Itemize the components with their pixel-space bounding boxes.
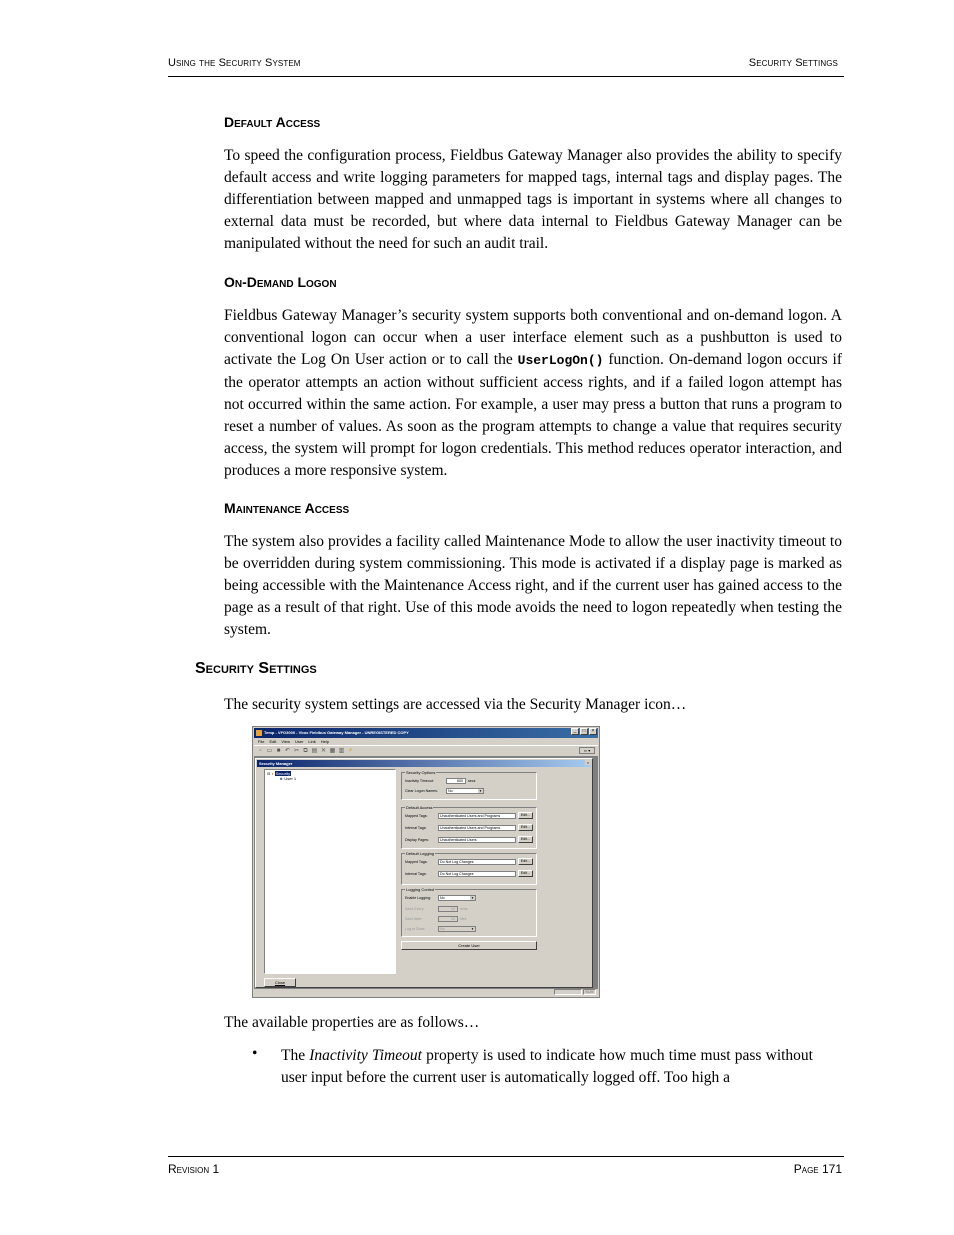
- enable-logging-value: No: [440, 896, 445, 900]
- create-user-button[interactable]: Create User: [401, 941, 537, 950]
- app-title: Temp - VFG3000 - Vbox Fieldbus Gateway Manager - UNREGISTERED COPY: [264, 730, 409, 735]
- access-internal-field: Unauthenticated Users and Programs: [438, 825, 516, 831]
- expand-icon[interactable]: ⊟: [267, 771, 271, 776]
- default-logging-group: [401, 853, 537, 885]
- default-access-heading: Default Access: [224, 114, 321, 130]
- chevron-down-icon[interactable]: ▼: [471, 896, 474, 900]
- child-close-button[interactable]: ×: [586, 760, 590, 765]
- security-settings-heading: Security Settings: [195, 660, 317, 677]
- lightning-icon[interactable]: ⚡: [348, 747, 353, 754]
- on-demand-heading: On-Demand Logon: [224, 274, 337, 290]
- inactivity-timeout-term: Inactivity Timeout: [309, 1047, 422, 1064]
- logging-mapped-label: Mapped Tags:: [405, 860, 428, 864]
- child-title: Security Manager: [257, 760, 591, 767]
- logging-internal-field: Do Not Log Changes: [438, 871, 516, 877]
- status-panel-num: NUM: [583, 989, 596, 995]
- status-panel-1: [554, 989, 582, 995]
- delete-icon[interactable]: ✕: [320, 747, 327, 754]
- app-icon: [256, 730, 262, 736]
- logging-control-group: [401, 889, 537, 937]
- inactivity-timeout-label: Inactivity Timeout:: [405, 779, 434, 783]
- bullet-text-1: The: [281, 1047, 310, 1064]
- default-logging-label: Default Logging: [406, 851, 435, 856]
- access-mapped-label: Mapped Tags:: [405, 814, 428, 818]
- minimize-button[interactable]: _: [571, 728, 579, 735]
- menu-edit[interactable]: Edit: [269, 739, 277, 744]
- grid-icon[interactable]: ▦: [329, 747, 336, 754]
- chevron-down-icon[interactable]: ▼: [479, 789, 482, 793]
- logging-control-label: Logging Control: [406, 887, 435, 892]
- toolbar: [254, 745, 598, 757]
- menu-help[interactable]: Help: [320, 739, 329, 744]
- inactivity-timeout-unit: secs: [468, 779, 476, 783]
- enable-logging-select[interactable]: [438, 895, 476, 901]
- on-demand-body-2: function. On-demand logon occurs if the operator attempts an action without sufficient access rights, and if a failed logon attempt has not occurred within the same action. For example, a user may press a button that runs a program to reset a number of values. As soon as the program attempts to change a value that requires security access, the system will prompt for logon credentials. This method reduces operator interaction, and produces a more responsive system.: [224, 351, 842, 479]
- bullet-text-2: property is used to indicate how much time must pass without user input before the current user is automatically logged off. Too high a: [281, 1047, 813, 1086]
- paste-icon[interactable]: ▤: [311, 747, 318, 754]
- running-header-left: Using the Security System: [168, 57, 301, 69]
- security-options-group: [401, 772, 537, 800]
- new-icon[interactable]: ▫: [259, 747, 262, 754]
- security-tree: [264, 769, 396, 974]
- window-controls: [571, 728, 597, 735]
- print-icon[interactable]: ▥: [338, 747, 345, 754]
- default-access-body: To speed the configuration process, Fieldbus Gateway Manager also provides the ability to specify default access and write logging parameters for mapped tags, internal tags and display pages. The differentiation between mapped and unmapped tags is important in systems where all changes to external data must be recorded, but where data internal to Fieldbus Gateway Manager can be manipulated without the need for such an audit trail.: [224, 147, 842, 252]
- bullet-marker: •: [252, 1045, 258, 1062]
- access-pages-field: Unauthenticated Users: [438, 837, 516, 843]
- default-access-group: [401, 807, 537, 849]
- access-mapped-edit-button[interactable]: Edit...: [518, 812, 533, 819]
- save-every-unit: mins: [460, 907, 468, 911]
- menu-link[interactable]: Link: [308, 739, 316, 744]
- app-title-bar: [254, 728, 598, 738]
- on-demand-body-1: Fieldbus Gateway Manager’s security system supports both conventional and on-demand logon. A conventional logon can occur when a user interface element such as a pushbutton is used to activate the Log On User action or to call the: [224, 307, 842, 368]
- copy-icon[interactable]: ⧉: [303, 747, 308, 754]
- menu-user[interactable]: User: [294, 739, 304, 744]
- security-manager-window: [255, 758, 593, 988]
- clear-logon-label: Clear Logon Names:: [405, 789, 438, 793]
- log-drive-label: Log to Drive:: [405, 927, 426, 931]
- close-window-button[interactable]: ×: [589, 728, 597, 735]
- undo-icon[interactable]: ↶: [284, 747, 291, 754]
- clear-logon-select[interactable]: [446, 788, 484, 794]
- save-after-unit: files: [460, 917, 467, 921]
- chevron-down-icon[interactable]: ▼: [471, 927, 474, 931]
- bullet-inactivity-timeout: [281, 1045, 813, 1089]
- access-mapped-field: Unauthenticated Users and Programs: [438, 813, 516, 819]
- properties-intro: The available properties are as follows…: [224, 1014, 480, 1031]
- tree-root-label: Security: [275, 771, 291, 776]
- footer-page-number: Page 171: [793, 1162, 842, 1176]
- userlogon-code: UserLogOn(): [517, 353, 604, 368]
- clear-logon-value: No: [448, 789, 453, 793]
- security-manager-screenshot: [252, 726, 600, 998]
- inactivity-timeout-input[interactable]: 600: [446, 778, 466, 784]
- default-access-label: Default Access: [406, 805, 433, 810]
- key-icon: ♦: [271, 771, 274, 776]
- open-icon[interactable]: ▭: [266, 747, 273, 754]
- security-settings-intro: The security system settings are accessed via the Security Manager icon…: [224, 696, 687, 713]
- maximize-button[interactable]: □: [580, 728, 588, 735]
- mdi-area: [254, 757, 598, 988]
- menu-view[interactable]: View: [281, 739, 290, 744]
- save-after-input[interactable]: 20: [438, 916, 458, 922]
- nav-dropdown-icon[interactable]: ⇦ ▾: [579, 747, 595, 754]
- save-icon[interactable]: ■: [276, 747, 281, 754]
- access-internal-label: Internal Tags:: [405, 826, 427, 830]
- on-demand-body: [224, 305, 842, 482]
- enable-logging-label: Enable Logging:: [405, 896, 431, 900]
- access-pages-label: Display Pages:: [405, 838, 429, 842]
- tree-child-label: User 1: [284, 776, 297, 781]
- running-header-right: Security Settings: [748, 57, 838, 69]
- footer-rule: [168, 1156, 844, 1157]
- menu-bar: [255, 738, 329, 745]
- user-icon: ☻: [279, 776, 284, 781]
- footer-revision: Revision 1: [168, 1162, 220, 1176]
- menu-file[interactable]: File: [258, 739, 265, 744]
- maintenance-body: The system also provides a facility called Maintenance Mode to allow the user inactivity timeout to be overridden during system commissioning. This mode is activated if a display page is marked as being accessible with the Maintenance Access right, and if the current user has gained access to the page as a result of that right. Use of this mode avoids the need to logon repeatedly when testing the system.: [224, 533, 842, 638]
- tree-node-user[interactable]: [279, 776, 296, 781]
- cut-icon[interactable]: ✂: [293, 747, 300, 754]
- log-drive-value: No: [440, 927, 445, 931]
- log-drive-select[interactable]: [438, 926, 476, 932]
- access-internal-edit-button[interactable]: Edit...: [518, 824, 533, 831]
- logging-internal-edit-button[interactable]: Edit...: [518, 870, 533, 877]
- save-every-input[interactable]: 60: [438, 906, 458, 912]
- header-rule: [168, 76, 844, 77]
- save-every-label: Save Every:: [405, 907, 425, 911]
- logging-internal-label: Internal Tags:: [405, 872, 427, 876]
- status-bar: [254, 988, 598, 996]
- security-options-label: Security Options: [406, 770, 436, 775]
- maintenance-heading: Maintenance Access: [224, 500, 350, 516]
- logging-mapped-edit-button[interactable]: Edit...: [518, 858, 533, 865]
- save-after-label: Save After:: [405, 917, 423, 921]
- logging-mapped-field: Do Not Log Changes: [438, 859, 516, 865]
- access-pages-edit-button[interactable]: Edit...: [518, 836, 533, 843]
- close-button[interactable]: Close: [264, 978, 296, 987]
